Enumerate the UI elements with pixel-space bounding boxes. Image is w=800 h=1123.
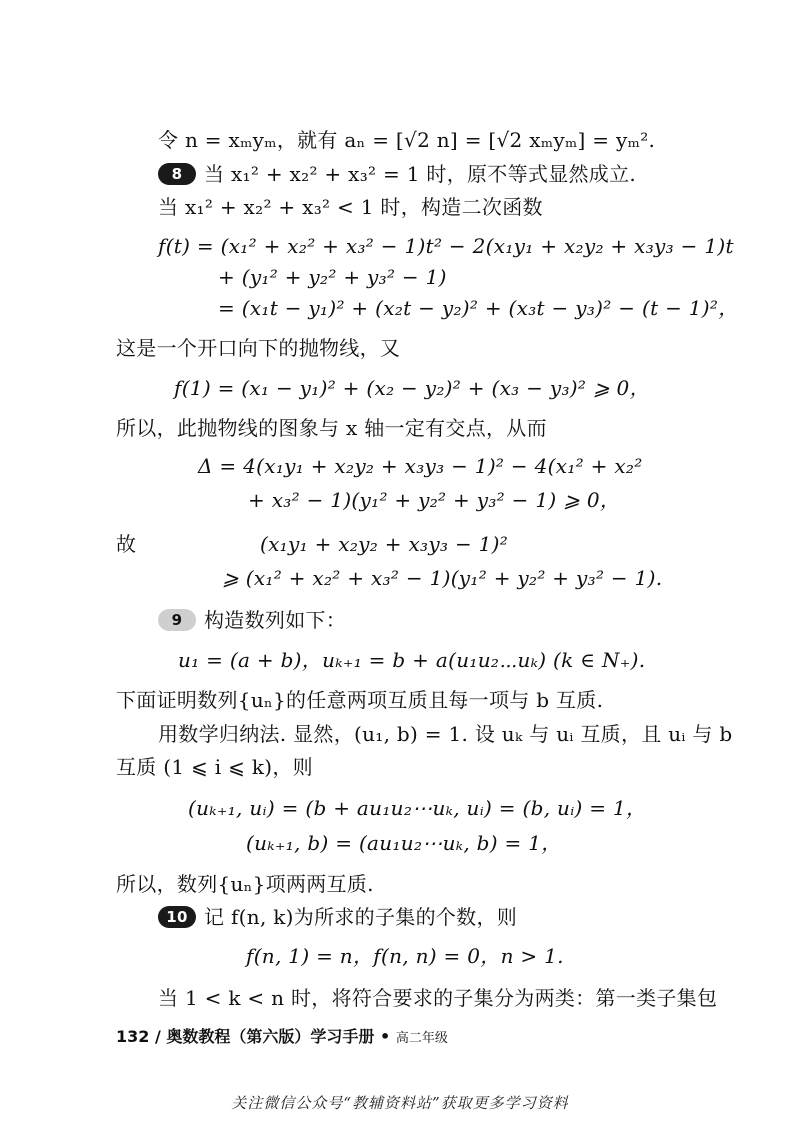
line-1: 令 n = xₘyₘ，就有 aₙ = [√2 n] = [√2 xₘyₘ] = yₘ². [158,128,656,152]
formula-line-15: u₁ = (a + b)，uₖ₊₁ = b + a(u₁u₂⋯uₖ) (k ∈ N₊). [178,648,646,672]
footer-separator: / [154,1027,161,1046]
formula-line-12: (x₁y₁ + x₂y₂ + x₃y₃ − 1)² [260,532,509,556]
line-14 [158,606,346,634]
formula-line-11: + x₃² − 1)(y₁² + y₂² + y₃² − 1) ⩾ 0， [248,488,621,512]
line-16: 下面证明数列{uₙ}的任意两项互质且每一项与 b 互质. [116,688,604,712]
line-9: 所以，此抛物线的图象与 x 轴一定有交点，从而 [116,416,547,440]
line-14-text: 构造数列如下： [204,608,347,632]
problem-number-badge: 9 [158,609,196,631]
line-24: 当 1 < k < n 时，将符合要求的子集分为两类：第一类子集包 [158,986,718,1010]
page-footer [116,1024,448,1047]
formula-line-5: + (y₁² + y₂² + y₃² − 1) [218,265,447,289]
line-21: 所以，数列{uₙ}项两两互质. [116,872,374,896]
formula-line-8: f(1) = (x₁ − y₁)² + (x₂ − y₂)² + (x₃ − y₃)² ⩾ 0， [174,376,650,400]
line-2-text: 当 x₁² + x₂² + x₃² = 1 时，原不等式显然成立. [204,162,637,186]
formula-line-23: f(n, 1) = n，f(n, n) = 0，n > 1. [246,944,564,968]
formula-line-13: ⩾ (x₁² + x₂² + x₃² − 1)(y₁² + y₂² + y₃² − 1). [222,566,663,590]
line-7: 这是一个开口向下的抛物线，又 [116,336,401,360]
formula-line-20: (uₖ₊₁, b) = (au₁u₂⋯uₖ, b) = 1， [246,831,562,855]
formula-line-4: f(t) = (x₁² + x₂² + x₃² − 1)t² − 2(x₁y₁ + x₂y₂ + x₃y₃ − 1)t [158,234,734,258]
page-number: 132 [116,1027,150,1046]
line-12-word: 故 [116,532,137,556]
footer-dot: • [380,1027,391,1046]
line-22-text: 记 f(n, k)为所求的子集的个数，则 [204,905,518,929]
formula-line-10: Δ = 4(x₁y₁ + x₂y₂ + x₃y₃ − 1)² − 4(x₁² + x₂² [198,454,643,478]
book-title: 奥数教程（第六版）学习手册 [166,1027,375,1046]
line-17: 用数学归纳法. 显然，(u₁, b) = 1. 设 uₖ 与 uᵢ 互质，且 uᵢ 与 b [158,722,733,746]
line-22 [158,903,517,931]
line-18: 互质 (1 ⩽ i ⩽ k)，则 [116,755,313,779]
line-3: 当 x₁² + x₂² + x₃² < 1 时，构造二次函数 [158,195,543,219]
grade-label: 高二年级 [395,1031,448,1046]
formula-line-19: (uₖ₊₁, uᵢ) = (b + au₁u₂⋯uₖ, uᵢ) = (b, uᵢ) = 1， [188,796,647,820]
problem-number-badge: 10 [158,906,196,928]
problem-number-badge: 8 [158,163,196,185]
line-2 [158,160,636,188]
watermark-text: 关注微信公众号“教辅资料站”获取更多学习资料 [231,1094,569,1112]
formula-line-6: = (x₁t − y₁)² + (x₂t − y₂)² + (x₃t − y₃)² − (t − 1)²， [218,296,739,320]
